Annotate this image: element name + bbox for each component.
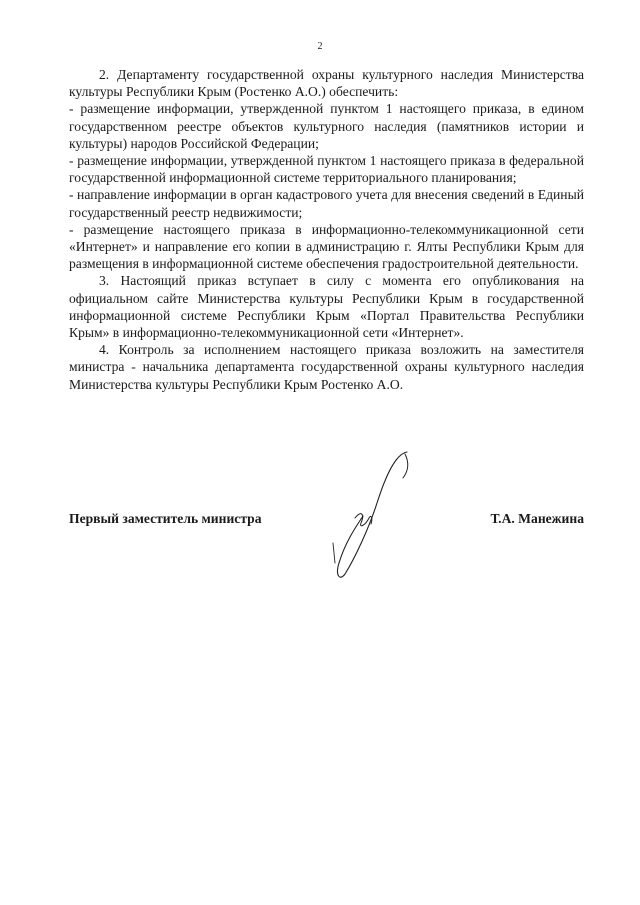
paragraph-clause-4: 4. Контроль за исполнением настоящего приказа возложить на заместителя министра - начальника департамента государственной охраны культурного наследия Министерства культуры Республики Крым Ростенко А.О. [69,342,584,392]
signatory-title: Первый заместитель министра [69,511,262,526]
signatory-name: Т.А. Манежина [490,511,584,526]
paragraph-item-registry: - размещение информации, утвержденной пунктом 1 настоящего приказа, в едином государственном реестре объектов культурного наследия (памятников истории и культуры) народов Российской Федерации; [69,101,584,151]
paragraph-item-planning-system: - размещение информации, утвержденной пунктом 1 настоящего приказа в федеральной государственной информационной системе территориального планирования; [69,153,584,186]
paragraph-item-cadastre: - направление информации в орган кадастрового учета для внесения сведений в Единый государственный реестр недвижимости; [69,187,584,220]
page-number: 2 [317,41,323,52]
paragraph-clause-3: 3. Настоящий приказ вступает в силу с момента его опубликования на официальном сайте Министерства культуры Республики Крым в государственной информационной системе Республики Крым «Портал Правительства Республики Крым» в информационно-телекоммуникационной сети «Интернет». [69,273,584,341]
paragraph-clause-2: 2. Департаменту государственной охраны культурного наследия Министерства культуры Республики Крым (Ростенко А.О.) обеспечить: [69,67,584,100]
signature-block [69,510,584,530]
paragraph-item-internet: - размещение настоящего приказа в информационно-телекоммуникационной сети «Интернет» и направление его копии в администрацию г. Ялты Республики Крым для размещения в информационной системе обеспечения градостроительной деятельности. [69,221,584,272]
document-body [69,66,584,393]
